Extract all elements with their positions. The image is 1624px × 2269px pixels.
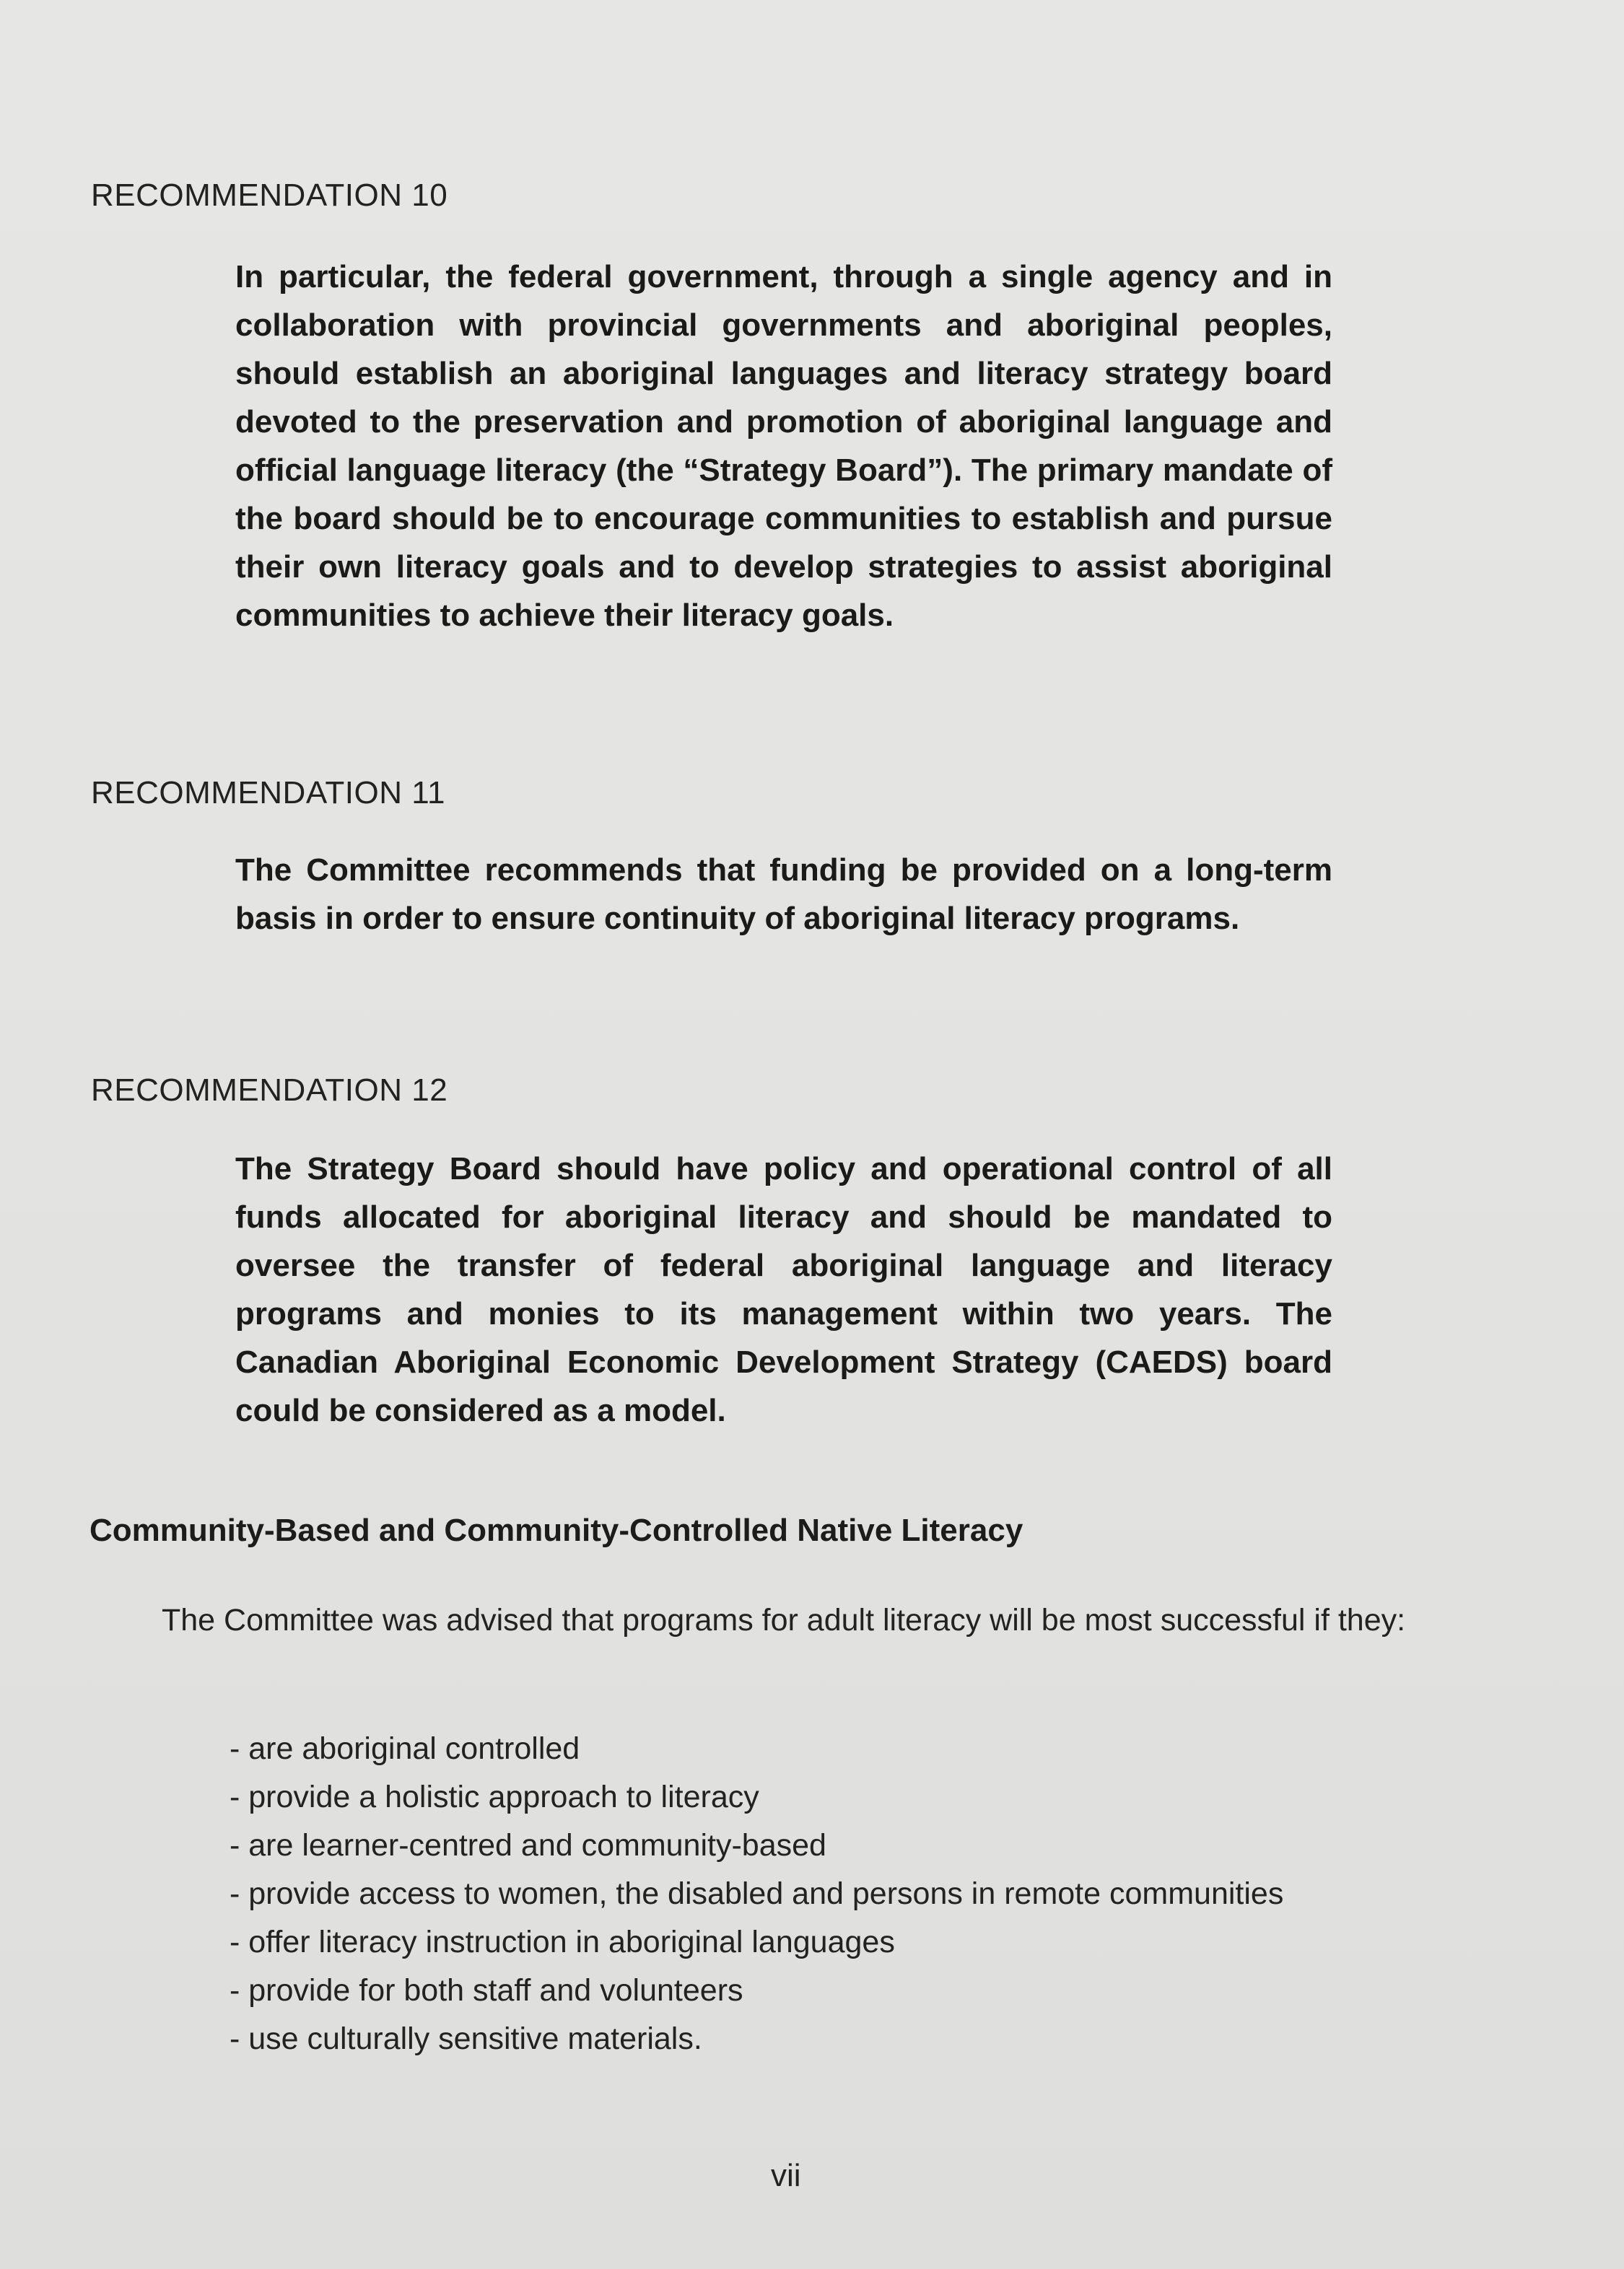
recommendation-11-text: The Committee recommends that funding be provided on a long-term basis in order to ensure continuity of aboriginal literacy programs. xyxy=(235,852,1332,936)
recommendation-10-heading: RECOMMENDATION 10 xyxy=(91,178,448,213)
list-item: - are aboriginal controlled xyxy=(230,1731,580,1766)
recommendation-11-heading: RECOMMENDATION 11 xyxy=(91,775,445,810)
section-intro-text: The Committee was advised that programs for adult literacy will be most successful if they: xyxy=(162,1603,1406,1638)
recommendation-12-text: The Strategy Board should have policy and operational control of all funds allocated for aboriginal literacy and should be mandated to oversee the transfer of federal aboriginal language and literacy programs and monies to its management within two years. The Canadian Aboriginal Economic Development Strategy (CAEDS) board could be considered as a model. xyxy=(235,1151,1332,1428)
list-item: - provide a holistic approach to literacy xyxy=(230,1780,759,1814)
recommendation-12-heading: RECOMMENDATION 12 xyxy=(91,1072,448,1108)
section-intro xyxy=(87,1595,1472,1645)
recommendation-10-text: In particular, the federal government, through a single agency and in collaboration with provincial governments and aboriginal peoples, should establish an aboriginal languages and literacy strategy board devoted to the preservation and promotion of aboriginal language and official language literacy (the “Strategy Board”). The primary mandate of the board should be to encourage communities to establish and pursue their own literacy goals and to develop strategies to assist aboriginal communities to achieve their literacy goals. xyxy=(235,259,1332,633)
list-item: - are learner-centred and community-based xyxy=(230,1828,826,1863)
list-item: - provide for both staff and volunteers xyxy=(230,1973,743,2008)
bullet-list xyxy=(230,1725,1283,2063)
list-item: - use culturally sensitive materials. xyxy=(230,2021,702,2056)
list-item: - offer literacy instruction in aboriginal languages xyxy=(230,1925,895,1959)
page-number: vii xyxy=(771,2158,801,2193)
section-title: Community-Based and Community-Controlled Native Literacy xyxy=(90,1513,1023,1548)
list-item: - provide access to women, the disabled and persons in remote communities xyxy=(230,1876,1284,1911)
